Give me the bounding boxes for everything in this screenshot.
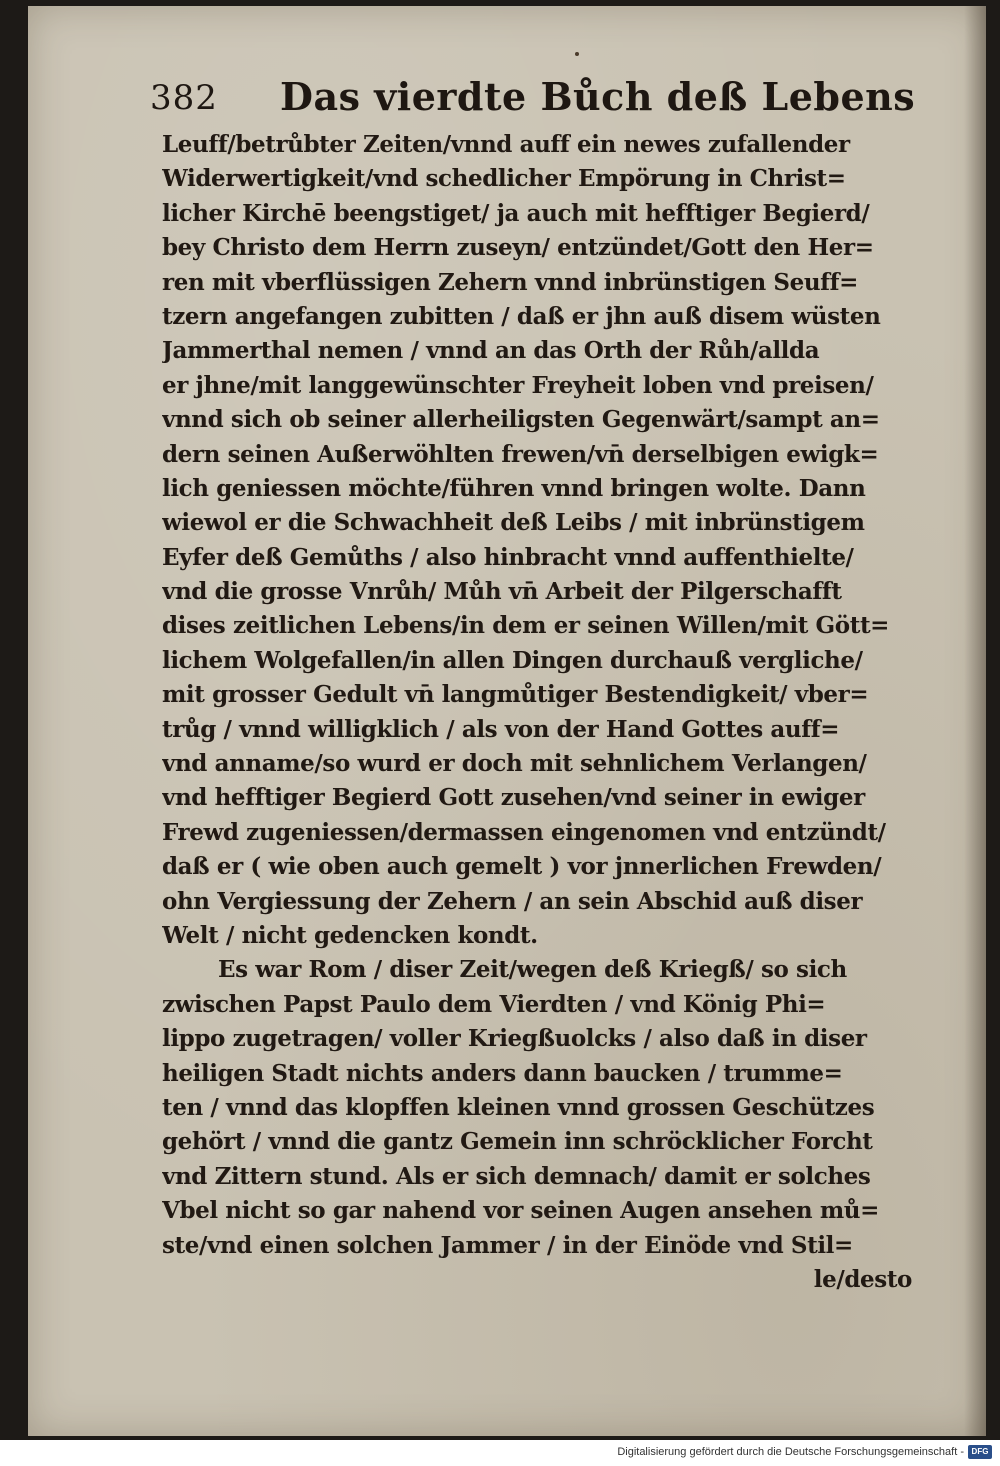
text-line: er jhne/mit langgewünschter Freyheit loben vnd preisen/ [162, 371, 874, 399]
text-line: Vbel nicht so gar nahend vor seinen Augen ansehen mů= [162, 1197, 879, 1225]
text-line: dises zeitlichen Lebens/in dem er seinen Willen/mit Gött= [162, 612, 890, 640]
text-line: vnnd sich ob seiner allerheiligsten Gegenwärt/sampt an= [162, 406, 880, 434]
page-header [150, 74, 916, 124]
page-edge-shadow [964, 6, 986, 1436]
text-line: Eyfer deß Gemůths / also hinbracht vnnd auffenthielte/ [162, 543, 854, 571]
text-line: licher Kirchē beengstiget/ ja auch mit hefftiger Begierd/ [162, 199, 870, 227]
text-line: lippo zugetragen/ voller Kriegßuolcks / also daß in diser [162, 1025, 867, 1053]
text-line: vnd die grosse Vnrůh/ Můh vn̄ Arbeit der Pilgerschafft [162, 578, 842, 606]
text-line: bey Christo dem Herrn zuseyn/ entzündet/Gott den Her= [162, 234, 874, 262]
text-line: ohn Vergiessung der Zehern / an sein Abschid auß diser [162, 887, 863, 915]
running-title: Das vierdte Bůch deß Lebens [280, 74, 916, 119]
text-line: Leuff/betrůbter Zeiten/vnnd auff ein newes zufallender [162, 131, 850, 158]
page-number: 382 [150, 78, 218, 118]
text-line: dern seinen Außerwöhlten frewen/vn̄ derselbigen ewigk= [162, 440, 879, 468]
text-line: vnd hefftiger Begierd Gott zusehen/vnd seiner in ewiger [162, 784, 865, 812]
footer-bar [0, 1440, 1000, 1466]
text-line: wiewol er die Schwachheit deß Leibs / mit inbrünstigem [162, 509, 865, 537]
text-line: lichem Wolgefallen/in allen Dingen durchauß vergliche/ [162, 646, 863, 674]
body-text [162, 128, 922, 1297]
text-line: le/desto [813, 1265, 912, 1293]
text-line: Es war Rom / diser Zeit/wegen deß Kriegß/ so sich [218, 956, 847, 984]
text-line: mit grosser Gedult vn̄ langmůtiger Bestendigkeit/ vber= [162, 681, 869, 709]
text-line: tzern angefangen zubitten / daß er jhn auß disem wüsten [162, 302, 881, 330]
text-line: vnd Zittern stund. Als er sich demnach/ damit er solches [162, 1162, 871, 1190]
text-line: ste/vnd einen solchen Jammer / in der Einöde vnd Stil= [162, 1231, 853, 1259]
text-line: ten / vnnd das klopffen kleinen vnnd grossen Geschützes [162, 1093, 875, 1121]
text-line: trůg / vnnd willigklich / als von der Hand Gottes auff= [162, 715, 840, 743]
text-line: gehört / vnnd die gantz Gemein inn schröcklicher Forcht [162, 1128, 873, 1156]
text-line: heiligen Stadt nichts anders dann baucken / trumme= [162, 1059, 843, 1087]
text-line: Widerwertigkeit/vnd schedlicher Empörung in Christ= [162, 165, 846, 193]
text-line: vnd anname/so wurd er doch mit sehnlichem Verlangen/ [162, 750, 867, 778]
text-line: lich geniessen möchte/führen vnnd bringen wolte. Dann [162, 474, 866, 502]
digitization-credit: Digitalisierung gefördert durch die Deutsche Forschungsgemeinschaft - [617, 1446, 964, 1458]
ink-speck [575, 52, 579, 56]
dfg-logo-icon: DFG [968, 1445, 992, 1459]
text-line: Jammerthal nemen / vnnd an das Orth der Růh/allda [162, 337, 820, 365]
text-line: ren mit vberflüssigen Zehern vnnd inbrünstigen Seuff= [162, 268, 859, 296]
text-line: zwischen Papst Paulo dem Vierdten / vnd König Phi= [162, 990, 826, 1018]
text-line: daß er ( wie oben auch gemelt ) vor jnnerlichen Frewden/ [162, 853, 882, 881]
text-line: Welt / nicht gedencken kondt. [162, 921, 538, 949]
text-line: Frewd zugeniessen/dermassen eingenomen vnd entzündt/ [162, 818, 886, 846]
